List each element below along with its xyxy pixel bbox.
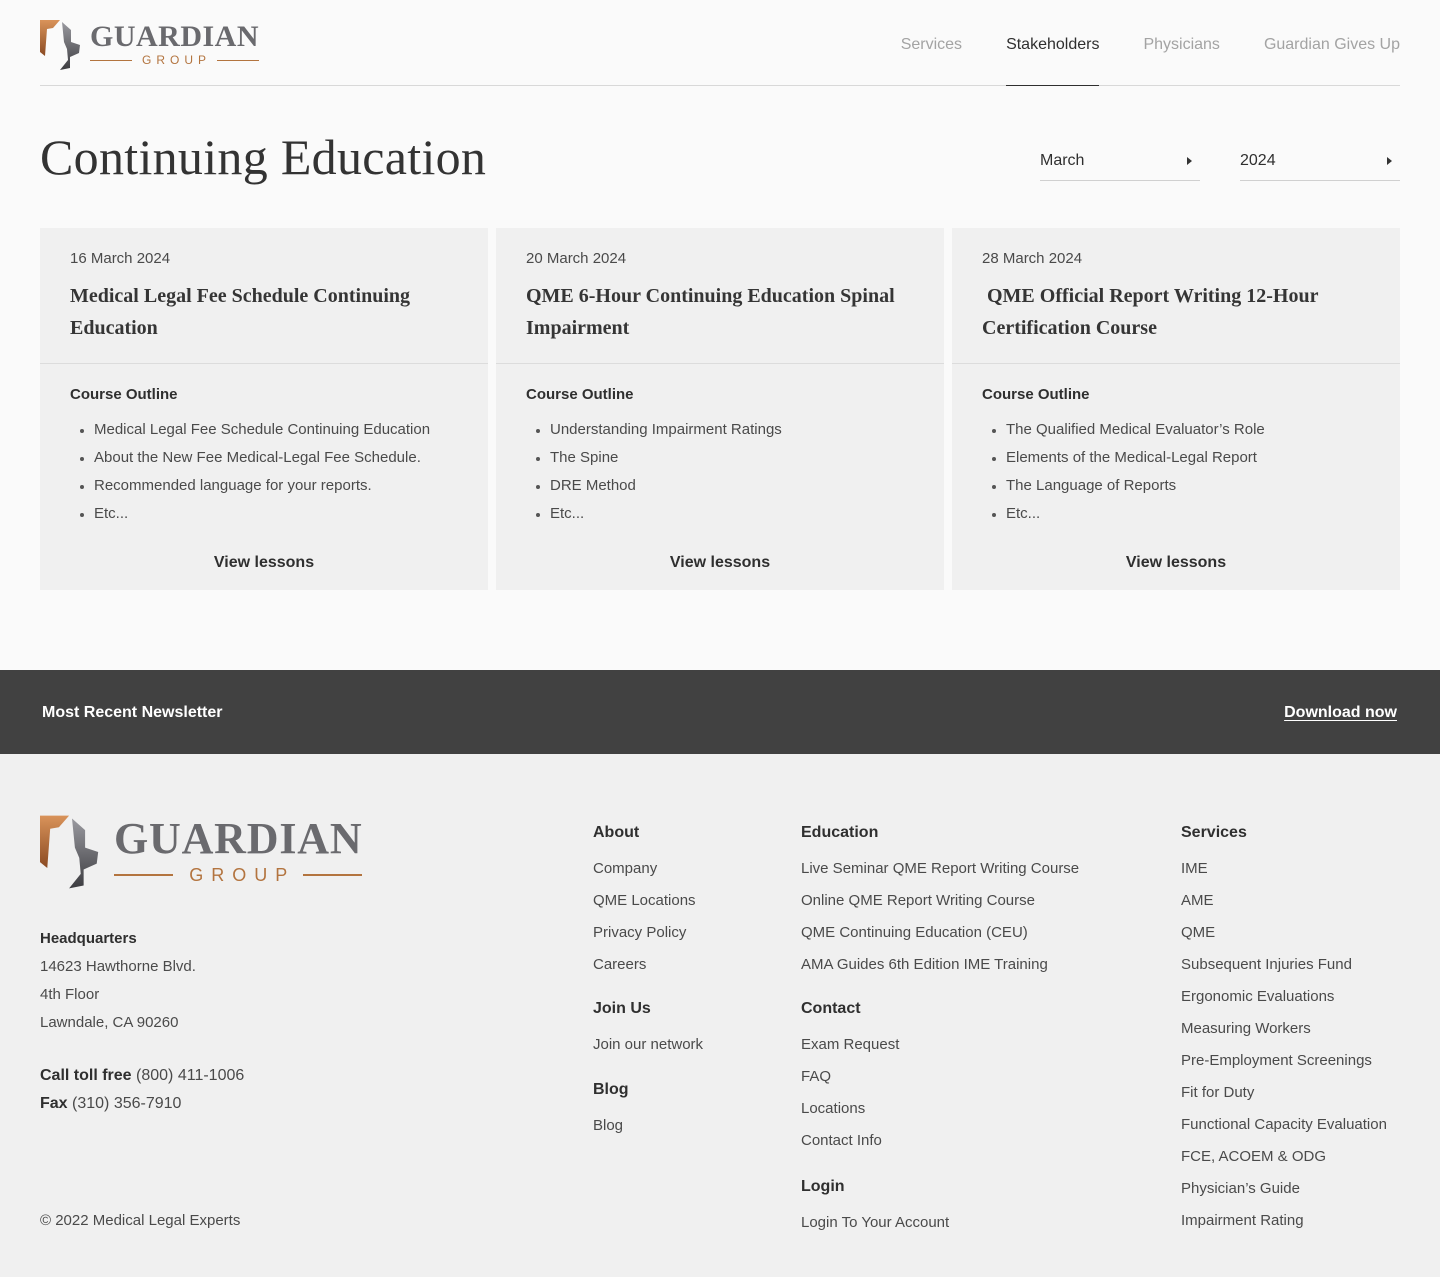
footer-heading-contact: Contact <box>801 1000 861 1017</box>
footer-link-service[interactable]: Impairment Rating <box>1181 1212 1304 1229</box>
footer-link-service[interactable]: Fit for Duty <box>1181 1084 1255 1101</box>
footer-heading-login: Login <box>801 1178 845 1195</box>
month-select[interactable] <box>1040 144 1200 181</box>
month-value: March <box>1040 152 1085 169</box>
year-value: 2024 <box>1240 152 1276 169</box>
footer-link-online-course[interactable]: Online QME Report Writing Course <box>801 892 1035 909</box>
footer-link-service[interactable]: QME <box>1181 924 1216 941</box>
course-date: 20 March 2024 <box>526 250 627 267</box>
list-item: About the New Fee Medical-Legal Fee Schedule. <box>70 444 458 472</box>
footer-link-company[interactable]: Company <box>593 860 658 877</box>
view-lessons-button[interactable]: View lessons <box>1125 554 1227 571</box>
course-card <box>496 228 944 590</box>
nav-services[interactable]: Services <box>900 36 963 53</box>
footer-col-services <box>1181 822 1387 1237</box>
view-lessons-button[interactable]: View lessons <box>669 554 771 571</box>
list-item: DRE Method <box>526 472 914 500</box>
footer-link-privacy-policy[interactable]: Privacy Policy <box>593 924 687 941</box>
list-item: Etc... <box>982 500 1370 528</box>
headquarters-block <box>40 928 196 1037</box>
footer-link-service[interactable]: Functional Capacity Evaluation <box>1181 1116 1387 1133</box>
footer-heading-about: About <box>593 824 640 841</box>
footer-link-contact-info[interactable]: Contact Info <box>801 1132 882 1149</box>
footer-link-faq[interactable]: FAQ <box>801 1068 832 1085</box>
page-title: Continuing Education <box>40 129 487 185</box>
list-item: Understanding Impairment Ratings <box>526 416 914 444</box>
phone-block <box>40 1062 244 1118</box>
footer-link-service[interactable]: AME <box>1181 892 1214 909</box>
list-item: Elements of the Medical-Legal Report <box>982 444 1370 472</box>
address-line: 4th Floor <box>40 986 100 1003</box>
footer-link-service[interactable]: IME <box>1181 860 1208 877</box>
list-item: Etc... <box>70 500 458 528</box>
footer-link-qme-locations[interactable]: QME Locations <box>593 892 696 909</box>
caret-right-icon <box>1387 157 1392 165</box>
download-now-link[interactable]: Download now <box>1284 704 1397 721</box>
course-outline-label: Course Outline <box>526 386 634 403</box>
brand-sub: GROUP <box>142 53 212 67</box>
nav-physicians[interactable]: Physicians <box>1143 36 1220 53</box>
list-item: The Qualified Medical Evaluator’s Role <box>982 416 1370 444</box>
footer-link-service[interactable]: Subsequent Injuries Fund <box>1181 956 1352 973</box>
view-lessons-button[interactable]: View lessons <box>213 554 315 571</box>
footer-link-exam-request[interactable]: Exam Request <box>801 1036 900 1053</box>
course-outline-label: Course Outline <box>70 386 178 403</box>
year-select[interactable] <box>1240 144 1400 181</box>
site-footer <box>0 754 1440 1277</box>
footer-link-blog[interactable]: Blog <box>593 1117 624 1134</box>
site-header <box>40 0 1400 86</box>
course-title: QME 6-Hour Continuing Education Spinal Impairment <box>526 285 895 339</box>
course-card <box>952 228 1400 590</box>
phone-number[interactable]: (800) 411-1006 <box>136 1067 245 1084</box>
list-item: The Spine <box>526 444 914 472</box>
list-item: The Language of Reports <box>982 472 1370 500</box>
fax-label: Fax <box>40 1095 68 1112</box>
guardian-logo[interactable] <box>40 20 259 70</box>
fax-number: (310) 356-7910 <box>72 1095 182 1112</box>
footer-link-qme-ceu[interactable]: QME Continuing Education (CEU) <box>801 924 1028 941</box>
footer-link-login[interactable]: Login To Your Account <box>801 1214 950 1231</box>
footer-col-about <box>593 822 703 1142</box>
footer-link-ama-guides[interactable]: AMA Guides 6th Edition IME Training <box>801 956 1048 973</box>
course-title: QME Official Report Writing 12-Hour Certification Course <box>982 285 1324 339</box>
course-outline-list <box>982 416 1370 528</box>
footer-link-service[interactable]: FCE, ACOEM & ODG <box>1181 1148 1327 1165</box>
list-item: Recommended language for your reports. <box>70 472 458 500</box>
footer-heading-join: Join Us <box>593 1000 651 1017</box>
brand-name: GUARDIAN <box>90 20 259 53</box>
shield-logo-icon <box>40 814 104 890</box>
course-cards <box>40 228 1400 590</box>
course-title: Medical Legal Fee Schedule Continuing Education <box>70 285 410 339</box>
nav-guardian-gives-up[interactable]: Guardian Gives Up <box>1263 36 1400 53</box>
address-line: Lawndale, CA 90260 <box>40 1014 179 1031</box>
footer-link-live-seminar[interactable]: Live Seminar QME Report Writing Course <box>801 860 1080 877</box>
course-card <box>40 228 488 590</box>
footer-link-service[interactable]: Physician’s Guide <box>1181 1180 1300 1197</box>
footer-heading-education: Education <box>801 824 879 841</box>
footer-heading-services: Services <box>1181 824 1247 841</box>
brand-name: GUARDIAN <box>114 814 363 863</box>
course-date: 16 March 2024 <box>70 250 171 267</box>
address-line: 14623 Hawthorne Blvd. <box>40 958 196 975</box>
course-outline-list <box>70 416 458 528</box>
footer-link-service[interactable]: Measuring Workers <box>1181 1020 1311 1037</box>
shield-logo-icon <box>40 20 84 70</box>
footer-link-join-network[interactable]: Join our network <box>593 1036 704 1053</box>
list-item: Medical Legal Fee Schedule Continuing Education <box>70 416 458 444</box>
course-outline-label: Course Outline <box>982 386 1090 403</box>
newsletter-bar <box>0 670 1440 754</box>
brand-sub: GROUP <box>189 865 296 885</box>
footer-heading-blog: Blog <box>593 1081 629 1098</box>
list-item: Etc... <box>526 500 914 528</box>
course-date: 28 March 2024 <box>982 250 1083 267</box>
main-nav <box>901 36 1400 86</box>
headquarters-label: Headquarters <box>40 930 137 947</box>
nav-stakeholders[interactable]: Stakeholders <box>1006 36 1099 86</box>
copyright: © 2022 Medical Legal Experts <box>40 1212 241 1229</box>
phone-label: Call toll free <box>40 1067 132 1084</box>
footer-link-locations[interactable]: Locations <box>801 1100 866 1117</box>
footer-link-service[interactable]: Pre-Employment Screenings <box>1181 1052 1372 1069</box>
footer-col-education <box>801 822 1079 1239</box>
newsletter-label: Most Recent Newsletter <box>42 704 223 721</box>
footer-link-careers[interactable]: Careers <box>593 956 647 973</box>
course-outline-list <box>526 416 914 528</box>
footer-link-service[interactable]: Ergonomic Evaluations <box>1181 988 1335 1005</box>
caret-right-icon <box>1187 157 1192 165</box>
footer-logo[interactable] <box>40 814 362 890</box>
